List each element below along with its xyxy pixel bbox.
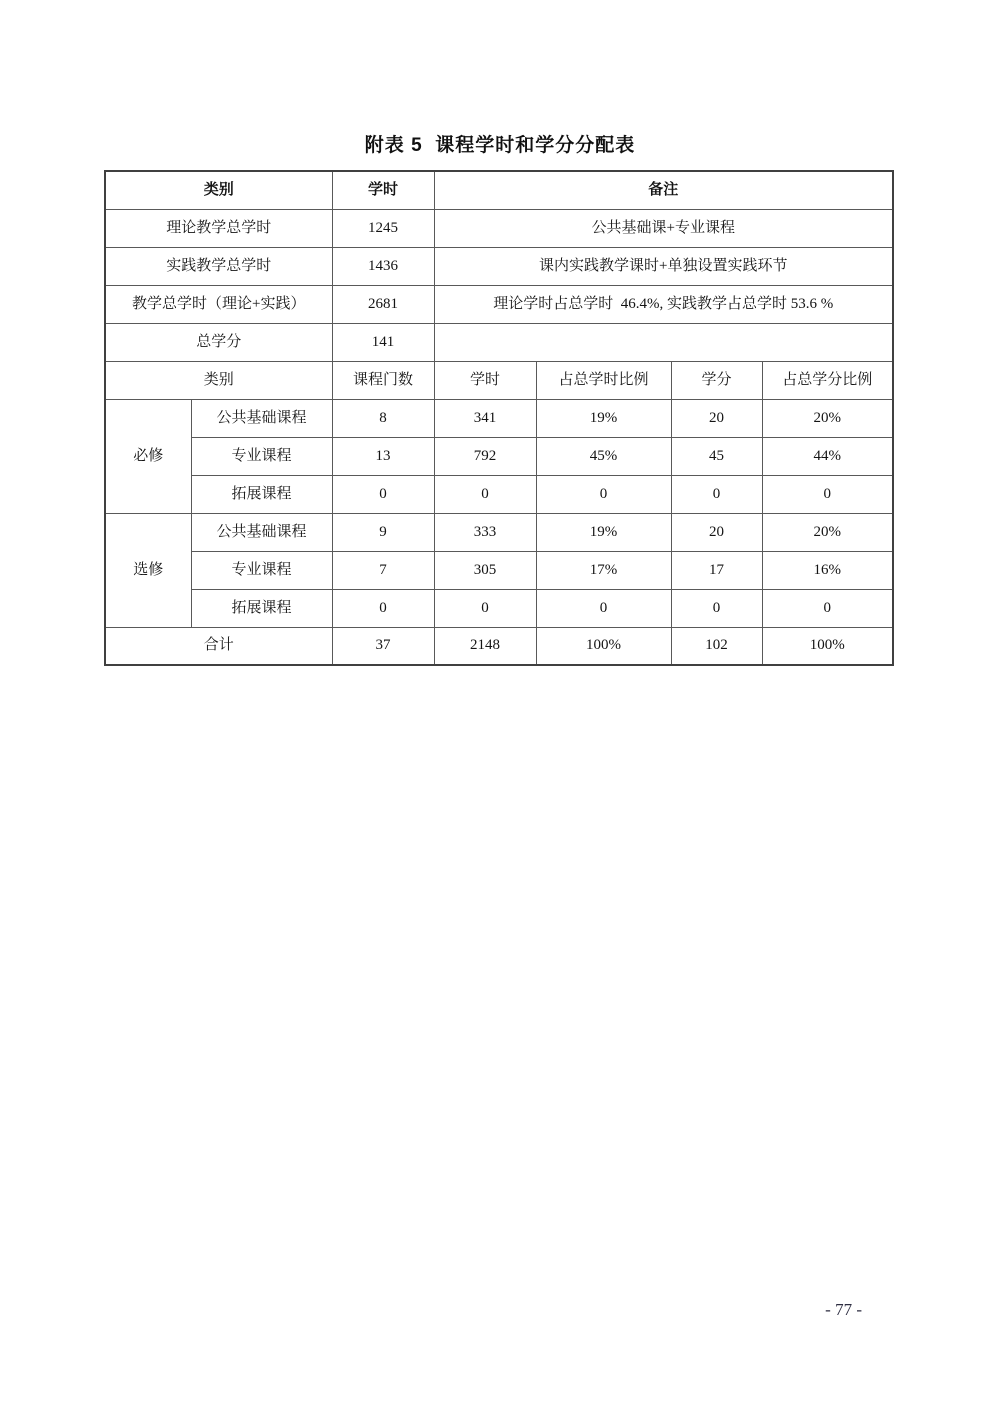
table-row xyxy=(105,285,893,323)
course-hours-pct: 45% xyxy=(536,437,671,475)
total-credits-pct: 100% xyxy=(762,627,893,665)
detail-header-category: 类别 xyxy=(105,361,332,399)
course-type: 公共基础课程 xyxy=(191,399,332,437)
course-hours: 0 xyxy=(434,475,536,513)
detail-header-hours-pct: 占总学时比例 xyxy=(536,361,671,399)
group-name-elective: 选修 xyxy=(105,513,191,627)
course-hours-credits-table xyxy=(104,170,894,666)
course-credits-pct: 0 xyxy=(762,589,893,627)
table-row xyxy=(105,171,893,209)
summary-row-hours: 141 xyxy=(332,323,434,361)
course-type: 拓展课程 xyxy=(191,475,332,513)
summary-row-hours: 2681 xyxy=(332,285,434,323)
summary-row-category: 总学分 xyxy=(105,323,332,361)
table-row xyxy=(105,399,893,437)
total-count: 37 xyxy=(332,627,434,665)
detail-header-hours: 学时 xyxy=(434,361,536,399)
summary-row-remark: 公共基础课+专业课程 xyxy=(434,209,893,247)
course-count: 0 xyxy=(332,589,434,627)
course-credits: 17 xyxy=(671,551,762,589)
summary-row-category: 教学总学时（理论+实践） xyxy=(105,285,332,323)
group-name-required: 必修 xyxy=(105,399,191,513)
course-count: 0 xyxy=(332,475,434,513)
total-credits: 102 xyxy=(671,627,762,665)
course-credits: 20 xyxy=(671,513,762,551)
page-title: 附表 5 课程学时和学分分配表 xyxy=(364,135,636,156)
summary-row-remark: 课内实践教学课时+单独设置实践环节 xyxy=(434,247,893,285)
course-type: 拓展课程 xyxy=(191,589,332,627)
course-count: 13 xyxy=(332,437,434,475)
summary-row-remark: 理论学时占总学时 46.4%, 实践教学占总学时 53.6 % xyxy=(434,285,893,323)
detail-header-course-count: 课程门数 xyxy=(332,361,434,399)
table-row xyxy=(105,437,893,475)
course-hours: 0 xyxy=(434,589,536,627)
course-hours-pct: 0 xyxy=(536,589,671,627)
course-hours-pct: 0 xyxy=(536,475,671,513)
course-hours-pct: 17% xyxy=(536,551,671,589)
course-count: 8 xyxy=(332,399,434,437)
summary-header-remark: 备注 xyxy=(434,171,893,209)
table-row xyxy=(105,551,893,589)
course-type: 公共基础课程 xyxy=(191,513,332,551)
course-hours: 792 xyxy=(434,437,536,475)
course-count: 7 xyxy=(332,551,434,589)
summary-row-hours: 1436 xyxy=(332,247,434,285)
course-hours: 305 xyxy=(434,551,536,589)
table-row xyxy=(105,323,893,361)
table-row xyxy=(105,361,893,399)
table-row xyxy=(105,209,893,247)
total-label: 合计 xyxy=(105,627,332,665)
table-row xyxy=(105,589,893,627)
course-hours: 341 xyxy=(434,399,536,437)
course-credits-pct: 44% xyxy=(762,437,893,475)
course-credits: 45 xyxy=(671,437,762,475)
course-type: 专业课程 xyxy=(191,551,332,589)
detail-header-credits: 学分 xyxy=(671,361,762,399)
course-hours-pct: 19% xyxy=(536,399,671,437)
course-credits: 20 xyxy=(671,399,762,437)
total-hours: 2148 xyxy=(434,627,536,665)
summary-header-hours: 学时 xyxy=(332,171,434,209)
course-credits-pct: 20% xyxy=(762,399,893,437)
detail-header-credits-pct: 占总学分比例 xyxy=(762,361,893,399)
summary-row-remark xyxy=(434,323,893,361)
summary-row-category: 理论教学总学时 xyxy=(105,209,332,247)
summary-row-hours: 1245 xyxy=(332,209,434,247)
total-hours-pct: 100% xyxy=(536,627,671,665)
course-credits-pct: 16% xyxy=(762,551,893,589)
course-hours-pct: 19% xyxy=(536,513,671,551)
summary-row-category: 实践教学总学时 xyxy=(105,247,332,285)
table-row xyxy=(105,475,893,513)
course-credits-pct: 20% xyxy=(762,513,893,551)
course-count: 9 xyxy=(332,513,434,551)
course-type: 专业课程 xyxy=(191,437,332,475)
summary-header-category: 类别 xyxy=(105,171,332,209)
table-row-total xyxy=(105,627,893,665)
course-credits: 0 xyxy=(671,475,762,513)
course-credits: 0 xyxy=(671,589,762,627)
course-credits-pct: 0 xyxy=(762,475,893,513)
table-row xyxy=(105,513,893,551)
table-row xyxy=(105,247,893,285)
page-number: - 77 - xyxy=(825,1300,862,1319)
course-hours: 333 xyxy=(434,513,536,551)
